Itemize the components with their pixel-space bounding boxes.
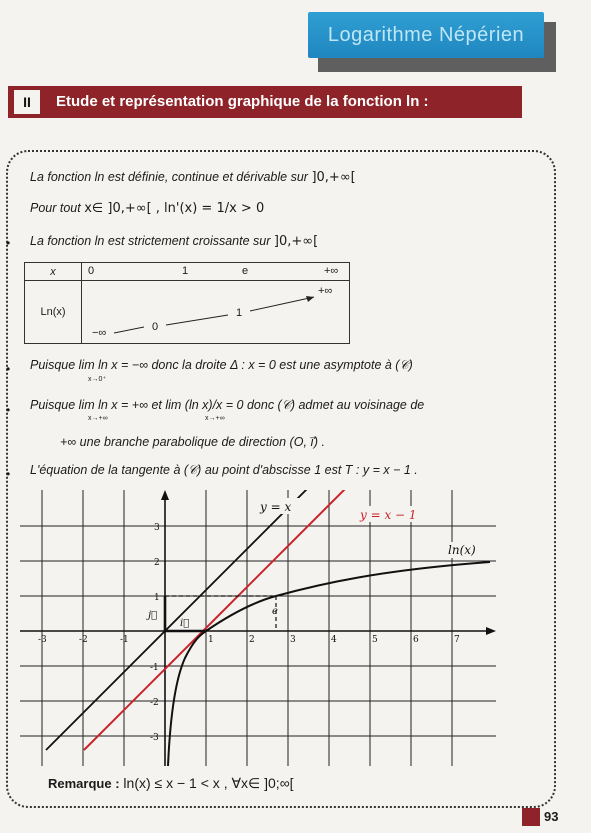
label-ln: ln(x) (448, 543, 476, 557)
y-tick: 1 (154, 593, 160, 603)
branch-line (30, 398, 424, 413)
definition-interval: ]0,+∞[ (311, 170, 356, 185)
x-tick: 6 (413, 635, 419, 645)
monotony-text: La fonction ln est strictement croissante sur (30, 234, 271, 248)
header-e: e (242, 265, 249, 277)
chapter-banner (308, 10, 570, 76)
value-minus-inf: −∞ (92, 327, 107, 339)
line-y-equals-x (46, 490, 310, 750)
x-axis-arrow (486, 627, 496, 635)
monotony-line (30, 234, 318, 249)
y-tick: -2 (150, 698, 159, 708)
x-tick: 1 (208, 635, 214, 645)
limit-sub-2: x→+∞ (88, 415, 108, 422)
asymptote-text: Puisque lim ln x = −∞ donc la droite Δ : x = 0 est une asymptote à (𝒞) (30, 358, 413, 372)
table-variation-cell (82, 281, 350, 344)
remark-text: ln(x) ≤ x − 1 < x , ∀x∈ ]0;∞[ (123, 775, 294, 791)
label-j: j⃗ (148, 610, 158, 621)
definition-text: La fonction ln est définie, continue et dérivable sur (30, 170, 308, 184)
label-y-equals-x: y = x (260, 500, 292, 514)
definition-line (30, 170, 356, 185)
graph-tick-labels (38, 523, 460, 743)
variation-arrow (82, 281, 352, 345)
section-number: II (14, 90, 40, 114)
label-e: e (272, 606, 278, 617)
y-tick: 3 (154, 523, 160, 533)
asymptote-line (30, 358, 413, 373)
x-tick: -2 (79, 635, 88, 645)
page-number: 93 (544, 809, 559, 824)
x-tick: 7 (454, 635, 460, 645)
bullet: • (6, 362, 11, 376)
branch-text: Puisque lim ln x = +∞ et lim (ln x)/x = 0 donc (𝒞) admet au voisinage de (30, 398, 425, 412)
function-graph (20, 490, 496, 766)
x-tick: 2 (249, 635, 255, 645)
x-tick: -1 (120, 635, 129, 645)
section-title: Etude et représentation graphique de la fonction ln : (56, 93, 429, 110)
bullet: • (6, 236, 11, 250)
section-banner (8, 86, 522, 118)
value-zero: 0 (152, 321, 159, 333)
tangent-line: L'équation de la tangente à (𝒞) au point d'abscisse 1 est T : y = x − 1 . (30, 463, 418, 477)
branch-line-2: +∞ une branche parabolique de direction (O, i⃗) . (60, 435, 325, 449)
x-tick: 4 (331, 635, 337, 645)
chapter-title: Logarithme Népérien (327, 24, 525, 46)
derivative-line (30, 201, 264, 216)
table-header-x: x (25, 263, 82, 281)
y-tick: -3 (150, 733, 159, 743)
limit-sub-1: x→0⁺ (88, 376, 107, 383)
y-axis-arrow (161, 490, 169, 500)
x-tick: 3 (290, 635, 296, 645)
header-inf: +∞ (324, 265, 339, 277)
x-tick: 5 (372, 635, 378, 645)
graph-grid (20, 490, 496, 766)
header-1: 1 (182, 265, 189, 277)
remark (48, 775, 294, 792)
header-0: 0 (88, 265, 95, 277)
table-header-values (82, 263, 350, 281)
y-tick: 2 (154, 558, 160, 568)
table-row-label: Ln(x) (25, 281, 82, 344)
derivative-formula: x∈ ]0,+∞[ , ln'(x) = 1/x > 0 (84, 201, 265, 216)
label-tangent: y = x − 1 (360, 508, 417, 522)
variation-table (24, 262, 350, 344)
y-tick: -1 (150, 663, 159, 673)
remark-label: Remarque : (48, 776, 120, 791)
bullet: • (6, 467, 11, 481)
x-tick: -3 (38, 635, 47, 645)
value-plus-inf: +∞ (318, 285, 333, 297)
monotony-interval: ]0,+∞[ (273, 234, 319, 249)
page-number-marker (522, 808, 540, 826)
bullet: • (6, 403, 11, 417)
label-i: i⃗ (180, 618, 190, 629)
limit-sub-3: x→+∞ (205, 415, 225, 422)
value-one: 1 (236, 307, 243, 319)
derivative-prefix: Pour tout (30, 201, 81, 215)
